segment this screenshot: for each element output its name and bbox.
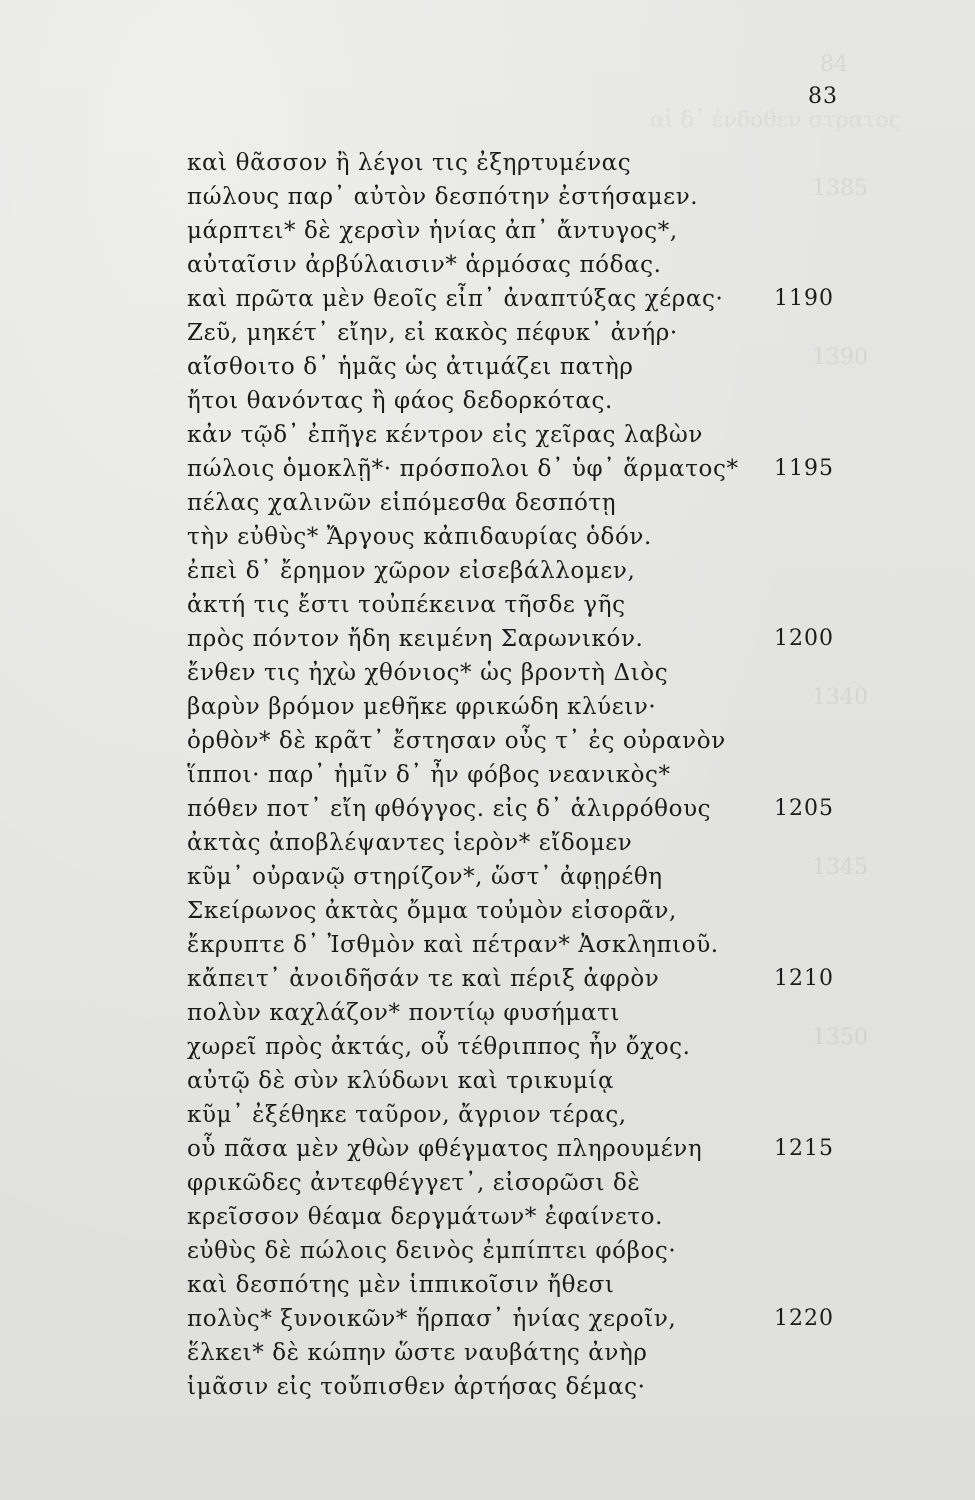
verse-line [187,622,907,656]
line-number: 1210 [774,966,834,991]
verse-line [187,282,907,316]
verse-line [187,452,907,486]
verse-line-text: ἕλκει* δὲ κώπην ὥστε ναυβάτης ἀνὴρ [187,1340,648,1366]
verse-line [187,418,907,452]
line-number: 1205 [774,796,834,821]
verse-line-text: πολὺς* ξυνοικῶν* ἥρπασ᾽ ἡνίας χεροῖν, [187,1306,677,1332]
verse-line-text: καὶ θᾶσσον ἢ λέγοι τις ἐξηρτυμένας [187,150,632,176]
verse-line-text: ἀκτή τις ἔστι τοὐπέκεινα τῆσδε γῆς [187,592,626,618]
verse-line [187,180,907,214]
verse-line [187,316,907,350]
verse-line [187,214,907,248]
verse-line-text: πέλας χαλινῶν εἱπόμεσθα δεσπότῃ [187,490,617,516]
verse-line [187,350,907,384]
verse-line-text: ἵπποι· παρ᾽ ἡμῖν δ᾽ ἦν φόβος νεανικὸς* [187,762,671,788]
verse-line-text: χωρεῖ πρὸς ἀκτάς, οὗ τέθριππος ἦν ὄχος. [187,1034,691,1060]
verse-line-text: αὐταῖσιν ἀρβύλαισιν* ἁρμόσας πόδας. [187,252,662,278]
verse-line-text: ἔκρυπτε δ᾽ Ἰσθμὸν καὶ πέτραν* Ἀσκληπιοῦ. [187,932,719,958]
line-number: 1215 [774,1136,834,1161]
line-number: 1190 [774,286,834,311]
verse-line-text: οὗ πᾶσα μὲν χθὼν φθέγματος πληρουμένη [187,1136,703,1162]
verse-line-text: εὐθὺς δὲ πώλοις δεινὸς ἐμπίπτει φόβος· [187,1238,677,1264]
verse-line [187,860,907,894]
verse-line [187,996,907,1030]
line-number: 1200 [774,626,834,651]
verse-line [187,1200,907,1234]
verse-line-text: ἱμᾶσιν εἰς τοὔπισθεν ἀρτήσας δέμας· [187,1374,646,1400]
show-through-bleed: 1390 [812,345,868,370]
verse-line-text: βαρὺν βρόμον μεθῆκε φρικώδη κλύειν· [187,694,657,720]
show-through-bleed: αἱ δ᾽ ἐνδοθεν στρατος [650,108,902,133]
verse-line [187,146,907,180]
verse-line-text: Σκείρωνος ἀκτὰς ὄμμα τοὐμὸν εἰσορᾶν, [187,898,677,924]
verse-line-text: ἐπεὶ δ᾽ ἔρημον χῶρον εἰσεβάλλομεν, [187,558,636,584]
line-number: 1220 [774,1306,834,1331]
verse-line [187,962,907,996]
verse-line-text: κἄπειτ᾽ ἀνοιδῆσάν τε καὶ πέριξ ἀφρὸν [187,966,660,992]
verse-line [187,1132,907,1166]
verse-line-text: ὀρθὸν* δὲ κρᾶτ᾽ ἔστησαν οὖς τ᾽ ἐς οὐρανὸν [187,728,726,754]
verse-line-text: καὶ πρῶτα μὲν θεοῖς εἶπ᾽ ἀναπτύξας χέρας· [187,286,724,312]
verse-line-text: πρὸς πόντον ἤδη κειμένη Σαρωνικόν. [187,626,644,652]
verse-line-text: μάρπτει* δὲ χερσὶν ἡνίας ἀπ᾽ ἄντυγος*, [187,218,678,244]
verse-line-text: τὴν εὐθὺς* Ἄργους κἀπιδαυρίας ὁδόν. [187,524,652,550]
show-through-bleed: 1340 [812,685,868,710]
verse-line [187,758,907,792]
verse-line [187,486,907,520]
verse-line [187,1336,907,1370]
verse-line-text: πώλοις ὁμοκλῇ*· πρόσπολοι δ᾽ ὑφ᾽ ἅρματος* [187,456,739,482]
verse-line [187,1268,907,1302]
verse-line [187,1030,907,1064]
verse-line [187,1234,907,1268]
verse-line [187,1166,907,1200]
verse-line-text: κρεῖσσον θέαμα δεργμάτων* ἐφαίνετο. [187,1204,664,1230]
verse-line-text: κῦμ᾽ οὐρανῷ στηρίζον*, ὥστ᾽ ἀφῃρέθη [187,864,663,890]
verse-line [187,724,907,758]
verse-line [187,1370,907,1404]
show-through-bleed: 1385 [812,176,868,201]
verse-line-text: ἔνθεν τις ἠχὼ χθόνιος* ὡς βροντὴ Διὸς [187,660,669,686]
verse-line [187,928,907,962]
show-through-bleed: 84 [820,52,848,77]
verse-line-text: ἤτοι θανόντας ἢ φάος δεδορκότας. [187,388,613,414]
verse-line [187,792,907,826]
verse-line [187,1302,907,1336]
verse-line-text: καὶ δεσπότης μὲν ἱππικοῖσιν ἤθεσι [187,1272,615,1298]
verse-line [187,384,907,418]
verse-line-text: κἀν τῷδ᾽ ἐπῆγε κέντρον εἰς χεῖρας λαβὼν [187,422,703,448]
verse-line [187,656,907,690]
verse-line [187,826,907,860]
verse-line [187,588,907,622]
verse-block [187,146,907,1404]
verse-line-text: πόθεν ποτ᾽ εἴη φθόγγος. εἰς δ᾽ ἁλιρρόθους [187,796,712,822]
show-through-bleed: 1345 [812,855,868,880]
verse-line-text: πώλους παρ᾽ αὐτὸν δεσπότην ἐστήσαμεν. [187,184,699,210]
verse-line [187,690,907,724]
verse-line-text: κῦμ᾽ ἐξέθηκε ταῦρον, ἄγριον τέρας, [187,1102,627,1128]
verse-line-text: αἴσθοιτο δ᾽ ἡμᾶς ὡς ἀτιμάζει πατὴρ [187,354,634,380]
verse-line [187,1064,907,1098]
verse-line [187,520,907,554]
verse-line-text: Ζεῦ, μηκέτ᾽ εἴην, εἰ κακὸς πέφυκ᾽ ἀνήρ· [187,320,678,346]
page-number: 83 [808,84,838,109]
verse-line-text: αὐτῷ δὲ σὺν κλύδωνι καὶ τρικυμίᾳ [187,1068,615,1094]
verse-line-text: ἀκτὰς ἀποβλέψαντες ἱερὸν* εἴδομεν [187,830,633,856]
verse-line-text: φρικῶδες ἀντεφθέγγετ᾽, εἰσορῶσι δὲ [187,1170,641,1196]
line-number: 1195 [774,456,834,481]
verse-line-text: πολὺν καχλάζον* ποντίῳ φυσήματι [187,1000,621,1026]
verse-line [187,1098,907,1132]
verse-line [187,554,907,588]
verse-line [187,248,907,282]
show-through-bleed: 1350 [812,1025,868,1050]
verse-line [187,894,907,928]
